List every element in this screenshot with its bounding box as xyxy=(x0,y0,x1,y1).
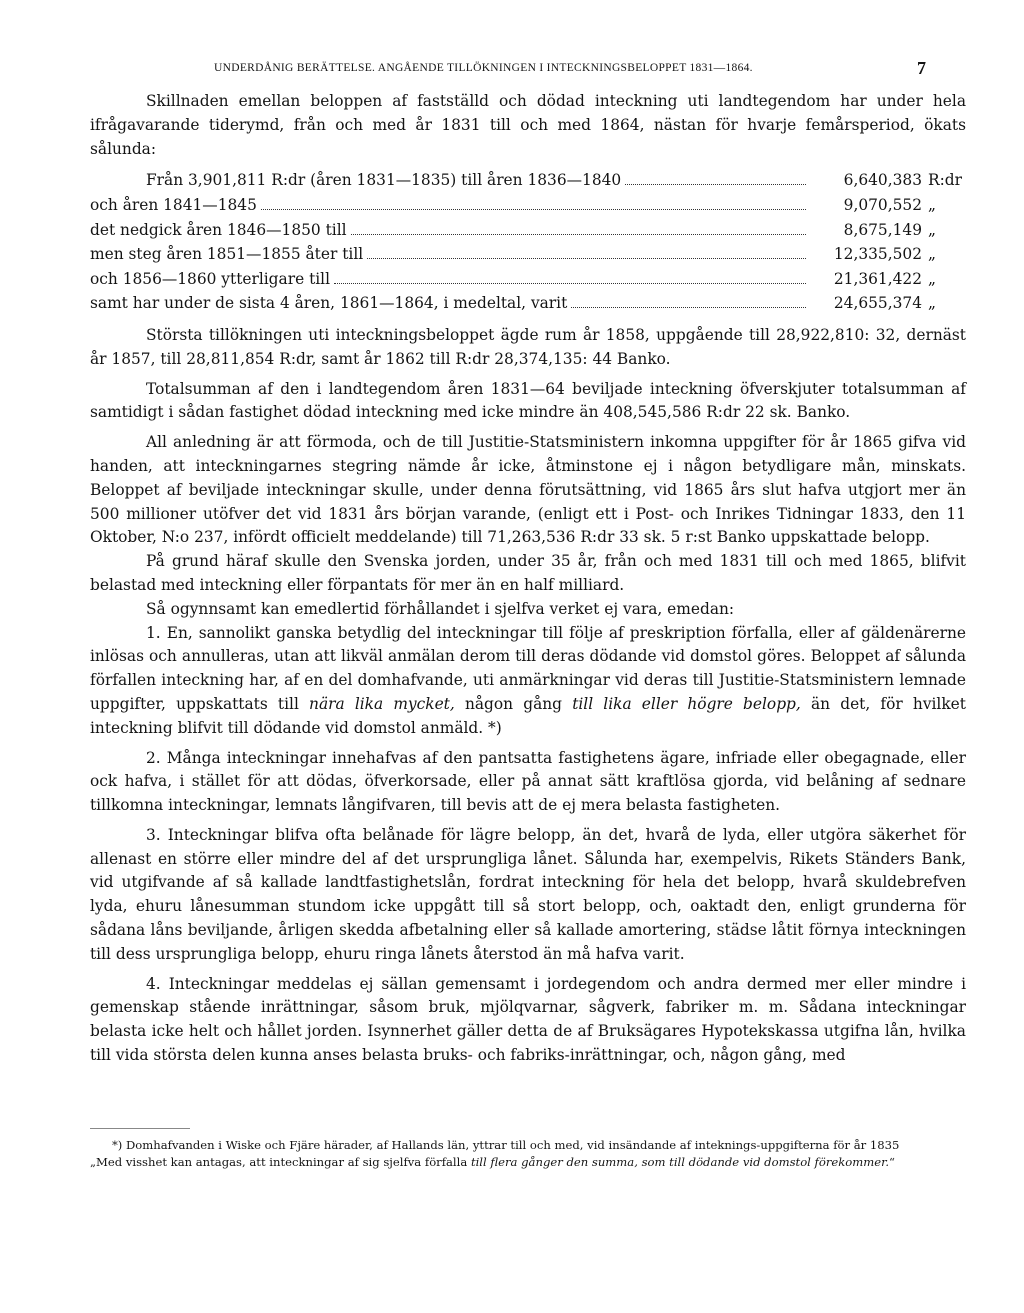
running-title: UNDERDÅNIG BERÄTTELSE. ANGÅENDE TILLÖKNINGEN I INTECKNINGSBELOPPET 1831—1864. xyxy=(214,62,753,74)
row-label: Från 3,901,811 R:dr (åren 1831—1835) till åren 1836—1840 xyxy=(146,171,622,190)
item-text: En, sannolikt ganska betydlig del inteckningar till följe af preskription förfalla, eller af gäldenärerne inlösas och annulleras, utan att likväl anmälan derom till deras dödande vid domstol göres. Beloppet af sålunda förfallen inteckning har, af en del domhafvande, uti anmärkningar vid deras till Justitie-Statsministern lemnade uppgifter, uppskattats till xyxy=(90,623,966,713)
footnote-text: “ xyxy=(889,1155,895,1169)
dot-leader xyxy=(571,307,806,308)
body-text xyxy=(90,90,966,1068)
footnote-text: „Med visshet kan antagas, att inteckningar af sig sjelfva förfalla xyxy=(90,1155,468,1169)
dot-leader xyxy=(334,283,806,284)
row-label: samt har under de sista 4 åren, 1861—1864, i medeltal, varit xyxy=(90,294,568,313)
paragraph-storsta: Största tillökningen uti inteckningsbeloppet ägde rum år 1858, uppgående till 28,922,810: 32, dernäst år 1857, till 28,811,854 R:dr, samt år 1862 till R:dr 28,374,135: 44 Banko. xyxy=(90,325,966,368)
paragraph-totalsumman: Totalsumman af den i landtegendom åren 1831—64 beviljade inteckning öfverskjuter totalsumman af samtidigt i sådan fastighet dödad inteckning med icke mindre än 408,545,586 R:dr 22 sk. Banko. xyxy=(90,379,966,422)
table-row xyxy=(90,219,966,244)
item-text: Inteckningar meddelas ej sällan gemensamt i jordegendom och andra dermed mer eller mindre i gemenskap stående inrättningar, såsom bruk, mjölqvarnar, sågverk, fabriker m. m. Sådana inteckningar belasta icke helt och hållet jorden. Isynnerhet gäller detta de af Bruksägares Hypotekskassa utgifna lån, hvilka till vida största delen kunna anses belasta bruks- och fabriks-inrättningar, och, någon gång, med xyxy=(90,974,966,1065)
row-label: och åren 1841—1845 xyxy=(90,195,257,214)
row-value: 6,640,383 xyxy=(843,171,922,190)
dot-leader xyxy=(367,258,806,259)
dot-leader xyxy=(625,184,806,185)
row-unit: „ xyxy=(928,245,936,264)
list-item xyxy=(90,973,966,1068)
page-header xyxy=(90,58,950,82)
paragraph-ogynnsamt: Så ogynnsamt kan emedlertid förhållandet i sjelfva verket ej vara, emedan: xyxy=(146,599,735,618)
intro-paragraph: Skillnaden emellan beloppen af fastställd och dödad inteckning uti landtegendom har under hela ifrågavarande tiderymd, från och med år 1831 till och med 1864, nästan för hvarje femårsperiod, ökats sålunda: xyxy=(90,92,966,158)
table-row xyxy=(90,194,966,219)
item-text: än det, för hvilket inteckning blifvit till dödande vid domstol anmäld. *) xyxy=(90,694,966,737)
list-item xyxy=(90,747,966,818)
row-label: och 1856—1860 ytterligare till xyxy=(90,269,331,288)
footnote xyxy=(90,1137,966,1171)
row-unit: „ xyxy=(928,195,936,214)
row-unit: R:dr xyxy=(928,171,962,190)
row-value: 8,675,149 xyxy=(843,220,922,239)
row-label: men steg åren 1851—1855 åter till xyxy=(90,245,364,264)
row-value: 12,335,502 xyxy=(833,245,922,264)
footnote-emphasis: till flera gånger den summa, som till dödande vid domstol förekommer. xyxy=(470,1155,890,1169)
paragraph-anledning: All anledning är att förmoda, och de till Justitie-Statsministern inkomna uppgifter för år 1865 gifva vid handen, att inteckningarnes stegring nämde år icke, åtminstone ej i någon betydligare mån, minskats. Beloppet af beviljade inteckningar skulle, under denna förutsättning, vid 1865 års slut hafva utgjort mer än 500 millioner utöfver det vid 1831 års början varande, (enligt ett i Post- och Inrikes Tidningar 1833, den 11 Oktober, N:o 237, infördt officielt meddelande) till 71,263,536 R:dr 33 sk. 5 r:st Banko uppskattade belopp. xyxy=(90,433,966,547)
table-row xyxy=(90,169,966,194)
footnote-line xyxy=(90,1154,966,1171)
row-label: det nedgick åren 1846—1850 till xyxy=(90,220,347,239)
dot-leader xyxy=(261,209,806,210)
row-value: 24,655,374 xyxy=(833,294,922,313)
row-value: 9,070,552 xyxy=(843,195,922,214)
footnote-rule xyxy=(90,1128,190,1129)
period-table xyxy=(90,169,966,317)
list-item xyxy=(90,824,966,967)
table-row xyxy=(90,268,966,293)
row-unit: „ xyxy=(928,269,936,288)
item-text: någon gång xyxy=(464,694,563,713)
item-number: 1. xyxy=(146,623,161,642)
row-unit: „ xyxy=(928,294,936,313)
paragraph-grund: På grund häraf skulle den Svenska jorden, under 35 år, från och med 1831 till och med 1865, blifvit belastad med inteckning eller förpantats för mer än en half milliard. xyxy=(90,552,966,594)
item-number: 4. xyxy=(146,974,161,993)
item-emphasis: nära lika mycket, xyxy=(309,694,455,713)
table-row xyxy=(90,292,966,317)
dot-leader xyxy=(351,234,806,235)
item-text: Många inteckningar innehafvas af den pantsatta fastighetens ägare, infriade eller obegagnade, eller ock hafva, i stället för att dödas, öfverkorsade, eller på annat sätt kraftlösa gjorda, vid belåning af sednare tillkomna inteckningar, lemnats långifvaren, till bevis att de ej mera belasta fastigheten. xyxy=(90,748,966,815)
row-unit: „ xyxy=(928,220,936,239)
item-number: 2. xyxy=(146,748,161,767)
item-emphasis: till lika eller högre belopp, xyxy=(572,694,801,713)
item-text: Inteckningar blifva ofta belånade för lägre belopp, än det, hvarå de lyda, eller utgöra säkerhet för allenast en större eller mindre del af det ursprungliga lånet. Sålunda har, exempelvis, Rikets Ständers Bank, vid utgifvande af så kallade landtfastighetslån, fordrat inteckning för hela det belopp, hvarå skuldebrefven lyda, ehuru lånesumman stundom icke uppgått till så stort belopp, och, oaktadt den, enligt grunderna för sådana låns beviljande, årligen skedda afbetalning eller så kallade amortering, städse låtit förnya inteckningen till dess ursprungliga belopp, ehuru ringa lånets återstod än må hafva varit. xyxy=(90,825,966,963)
row-value: 21,361,422 xyxy=(833,269,922,288)
page-number: 7 xyxy=(917,58,926,78)
table-row xyxy=(90,243,966,268)
list-item xyxy=(90,622,966,741)
item-number: 3. xyxy=(146,825,161,844)
footnote-line: *) Domhafvanden i Wiske och Fjäre härader, af Hallands län, yttrar till och med, vid insändande af inteknings-uppgifterna för år 1835 xyxy=(112,1138,900,1152)
